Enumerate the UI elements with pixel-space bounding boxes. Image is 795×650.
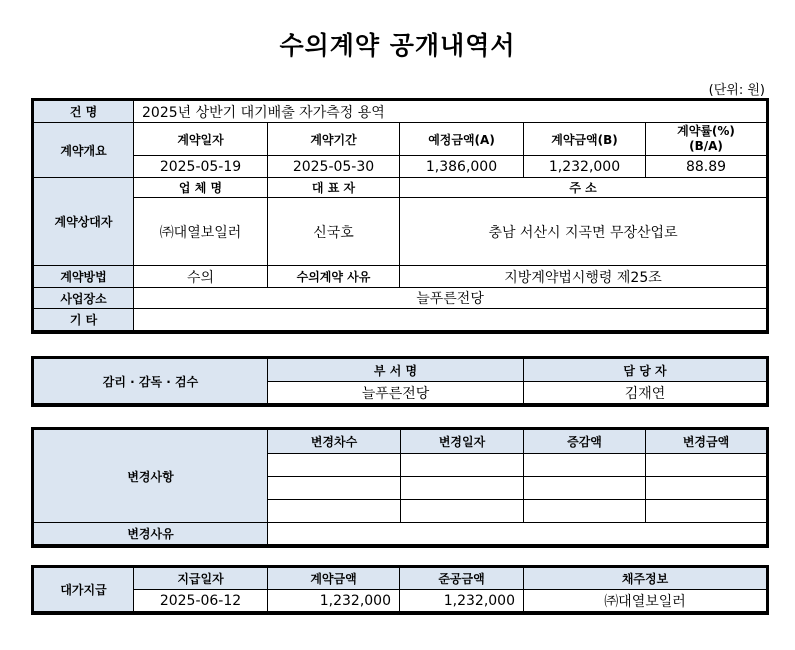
change-cell xyxy=(646,500,767,523)
col-change-round: 변경차수 xyxy=(268,430,401,454)
col-contract-rate-line1: 계약률(%) xyxy=(677,124,735,138)
reason-label: 수의계약 사유 xyxy=(268,266,400,288)
change-cell xyxy=(401,477,524,500)
unit-note: (단위: 원) xyxy=(708,83,765,98)
etc-value xyxy=(134,309,767,331)
payment-table xyxy=(33,567,767,612)
change-reason-value xyxy=(268,523,767,545)
changes-label: 변경사항 xyxy=(34,430,268,523)
change-cell xyxy=(401,500,524,523)
person-in-charge: 김재연 xyxy=(524,382,767,404)
contract-reason: 지방계약법시행령 제25조 xyxy=(400,266,767,288)
change-cell xyxy=(268,477,401,500)
change-cell xyxy=(524,477,646,500)
estimate-amount: 1,386,000 xyxy=(400,156,524,178)
col-change-date: 변경일자 xyxy=(401,430,524,454)
changes-table xyxy=(33,429,767,545)
contract-period: 2025-05-30 xyxy=(268,156,400,178)
completion-amount: 1,232,000 xyxy=(400,590,524,612)
etc-label: 기 타 xyxy=(34,309,134,331)
supervision-label: 감리 · 감독 · 검수 xyxy=(34,359,268,404)
contract-date: 2025-05-19 xyxy=(134,156,268,178)
department-name: 늘푸른전당 xyxy=(268,382,524,404)
payment-date: 2025-06-12 xyxy=(134,590,268,612)
payment-label: 대가지급 xyxy=(34,568,134,612)
company-address: 충남 서산시 지곡면 무장산업로 xyxy=(400,198,767,266)
col-change-diff: 증감액 xyxy=(524,430,646,454)
change-reason-label: 변경사유 xyxy=(34,523,268,545)
representative-name: 신국호 xyxy=(268,198,400,266)
col-contract-date: 계약일자 xyxy=(134,123,268,156)
method-label: 계약방법 xyxy=(34,266,134,288)
contract-name-value: 2025년 상반기 대기배출 자가측정 용역 xyxy=(134,101,767,123)
payment-contract-amount: 1,232,000 xyxy=(268,590,400,612)
col-contract-amount: 계약금액(B) xyxy=(524,123,646,156)
page-title: 수의계약 공개내역서 xyxy=(279,31,516,60)
contract-method: 수의 xyxy=(134,266,268,288)
payment-section xyxy=(31,565,769,615)
supervision-table xyxy=(33,358,767,404)
col-payment-date: 지급일자 xyxy=(134,568,268,590)
contract-name-label: 건 명 xyxy=(34,101,134,123)
col-person-in-charge: 담 당 자 xyxy=(524,359,767,382)
col-creditor-info: 채주정보 xyxy=(524,568,767,590)
change-cell xyxy=(401,454,524,477)
creditor-info: ㈜대열보일러 xyxy=(524,590,767,612)
supervision-section xyxy=(31,356,769,407)
contract-section xyxy=(31,98,769,334)
party-label: 계약상대자 xyxy=(34,178,134,266)
col-company: 업 체 명 xyxy=(134,178,268,198)
changes-section xyxy=(31,427,769,548)
col-completion-amount: 준공금액 xyxy=(400,568,524,590)
change-cell xyxy=(524,454,646,477)
col-contract-rate xyxy=(646,123,767,156)
site-label: 사업장소 xyxy=(34,288,134,309)
company-name: ㈜대열보일러 xyxy=(134,198,268,266)
contract-table xyxy=(33,100,767,331)
col-department: 부 서 명 xyxy=(268,359,524,382)
site-value: 늘푸른전당 xyxy=(134,288,767,309)
change-cell xyxy=(268,500,401,523)
overview-label: 계약개요 xyxy=(34,123,134,178)
contract-rate: 88.89 xyxy=(646,156,767,178)
col-address: 주 소 xyxy=(400,178,767,198)
change-cell xyxy=(268,454,401,477)
col-contract-rate-line2: (B/A) xyxy=(689,139,723,153)
change-cell xyxy=(646,477,767,500)
col-estimate-amount: 예정금액(A) xyxy=(400,123,524,156)
change-cell xyxy=(524,500,646,523)
col-contract-period: 계약기간 xyxy=(268,123,400,156)
col-payment-contract-amount: 계약금액 xyxy=(268,568,400,590)
change-cell xyxy=(646,454,767,477)
col-representative: 대 표 자 xyxy=(268,178,400,198)
contract-amount: 1,232,000 xyxy=(524,156,646,178)
col-change-amount: 변경금액 xyxy=(646,430,767,454)
